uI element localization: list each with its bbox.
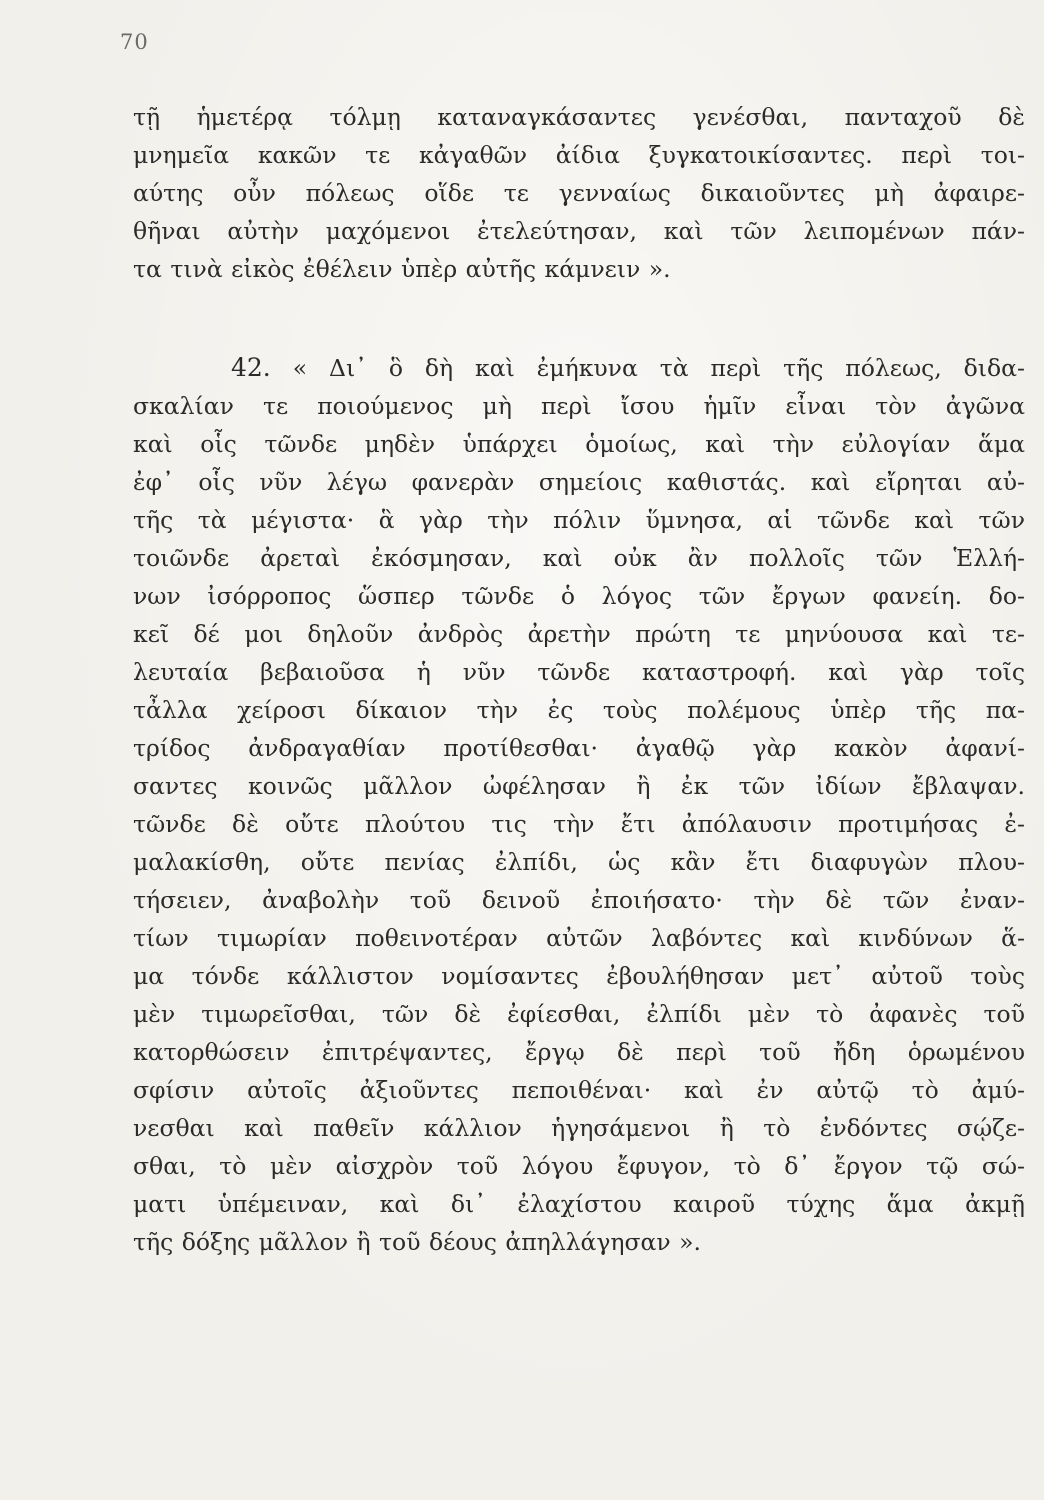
text-line: μαλακίσθη, οὔτε πενίας ἐλπίδι, ὡς κἂν ἔτι διαφυγὼν πλου- xyxy=(133,848,1025,876)
text-line: κεῖ δέ μοι δηλοῦν ἀνδρὸς ἀρετὴν πρώτη τε μηνύουσα καὶ τε- xyxy=(133,620,1025,648)
text-line: τῆς δόξης μᾶλλον ἢ τοῦ δέους ἀπηλλάγησαν ». xyxy=(133,1228,702,1256)
text-line: νεσθαι καὶ παθεῖν κάλλιον ἡγησάμενοι ἢ τὸ ἐνδόντες σῴζε- xyxy=(133,1114,1025,1142)
paragraph-41-end xyxy=(133,98,1025,288)
text-line: θῆναι αὐτὴν μαχόμενοι ἐτελεύτησαν, καὶ τῶν λειπομένων πάν- xyxy=(133,217,1025,245)
text-line: νων ἰσόρροπος ὥσπερ τῶνδε ὁ λόγος τῶν ἔργων φανείη. δο- xyxy=(133,582,1025,610)
text-line: τῆς τὰ μέγιστα· ἃ γὰρ τὴν πόλιν ὕμνησα, αἱ τῶνδε καὶ τῶν xyxy=(133,506,1025,534)
text-line: τίων τιμωρίαν ποθεινοτέραν αὐτῶν λαβόντες καὶ κινδύνων ἅ- xyxy=(133,924,1025,952)
text-line: « Δι᾽ ὃ δὴ καὶ ἐμήκυνα τὰ περὶ τῆς πόλεως, διδα- xyxy=(292,354,1025,382)
text-line: τῶνδε δὲ οὔτε πλούτου τις τὴν ἔτι ἀπόλαυσιν προτιμήσας ἐ- xyxy=(133,810,1025,838)
text-line: τῇ ἡμετέρᾳ τόλμῃ καταναγκάσαντες γενέσθαι, πανταχοῦ δὲ xyxy=(133,103,1025,131)
text-line: κατορθώσειν ἐπιτρέψαντες, ἔργῳ δὲ περὶ τοῦ ἤδη ὁρωμένου xyxy=(133,1038,1025,1066)
text-line: ἐφ᾽ οἷς νῦν λέγω φανερὰν σημείοις καθιστάς. καὶ εἴρηται αὐ- xyxy=(133,468,1025,496)
paragraph-gap xyxy=(133,288,1025,349)
text-line: τα τινὰ εἰκὸς ἐθέλειν ὑπὲρ αὐτῆς κάμνειν ». xyxy=(133,255,671,283)
text-line: καὶ οἷς τῶνδε μηδὲν ὑπάρχει ὁμοίως, καὶ τὴν εὐλογίαν ἅμα xyxy=(133,430,1025,458)
text-line: μα τόνδε κάλλιστον νομίσαντες ἐβουλήθησαν μετ᾽ αὐτοῦ τοὺς xyxy=(133,962,1025,990)
text-line: σκαλίαν τε ποιούμενος μὴ περὶ ἴσου ἡμῖν εἶναι τὸν ἀγῶνα xyxy=(133,392,1025,420)
text-line: σθαι, τὸ μὲν αἰσχρὸν τοῦ λόγου ἔφυγον, τὸ δ᾽ ἔργον τῷ σώ- xyxy=(133,1152,1025,1180)
text-line: μὲν τιμωρεῖσθαι, τῶν δὲ ἐφίεσθαι, ἐλπίδι μὲν τὸ ἀφανὲς τοῦ xyxy=(133,1000,1025,1028)
paragraph-number: 42. xyxy=(231,353,271,382)
body-text xyxy=(133,98,1025,1261)
text-line: τρίδος ἀνδραγαθίαν προτίθεσθαι· ἀγαθῷ γὰρ κακὸν ἀφανί- xyxy=(133,734,1025,762)
text-line: λευταία βεβαιοῦσα ἡ νῦν τῶνδε καταστροφή. καὶ γὰρ τοῖς xyxy=(133,658,1025,686)
text-line: μνημεῖα κακῶν τε κἀγαθῶν ἀίδια ξυγκατοικίσαντες. περὶ τοι- xyxy=(133,141,1025,169)
paragraph-42 xyxy=(133,349,1025,1261)
text-line: τοιῶνδε ἀρεταὶ ἐκόσμησαν, καὶ οὐκ ἂν πολλοῖς τῶν Ἑλλή- xyxy=(133,544,1025,572)
paragraph-first-line xyxy=(133,349,1025,387)
text-line: ματι ὑπέμειναν, καὶ δι᾽ ἐλαχίστου καιροῦ τύχης ἅμα ἀκμῇ xyxy=(133,1190,1025,1218)
text-line: σαντες κοινῶς μᾶλλον ὠφέλησαν ἢ ἐκ τῶν ἰδίων ἔβλαψαν. xyxy=(133,772,1025,800)
text-line: τήσειεν, ἀναβολὴν τοῦ δεινοῦ ἐποιήσατο· τὴν δὲ τῶν ἐναν- xyxy=(133,886,1025,914)
page-number: 70 xyxy=(120,30,149,54)
text-line: τἆλλα χείροσι δίκαιον τὴν ἐς τοὺς πολέμους ὑπὲρ τῆς πα- xyxy=(133,696,1025,724)
text-line: αύτης οὖν πόλεως οἵδε τε γενναίως δικαιοῦντες μὴ ἀφαιρε- xyxy=(133,179,1025,207)
text-line: σφίσιν αὐτοῖς ἀξιοῦντες πεποιθέναι· καὶ ἐν αὐτῷ τὸ ἀμύ- xyxy=(133,1076,1025,1104)
